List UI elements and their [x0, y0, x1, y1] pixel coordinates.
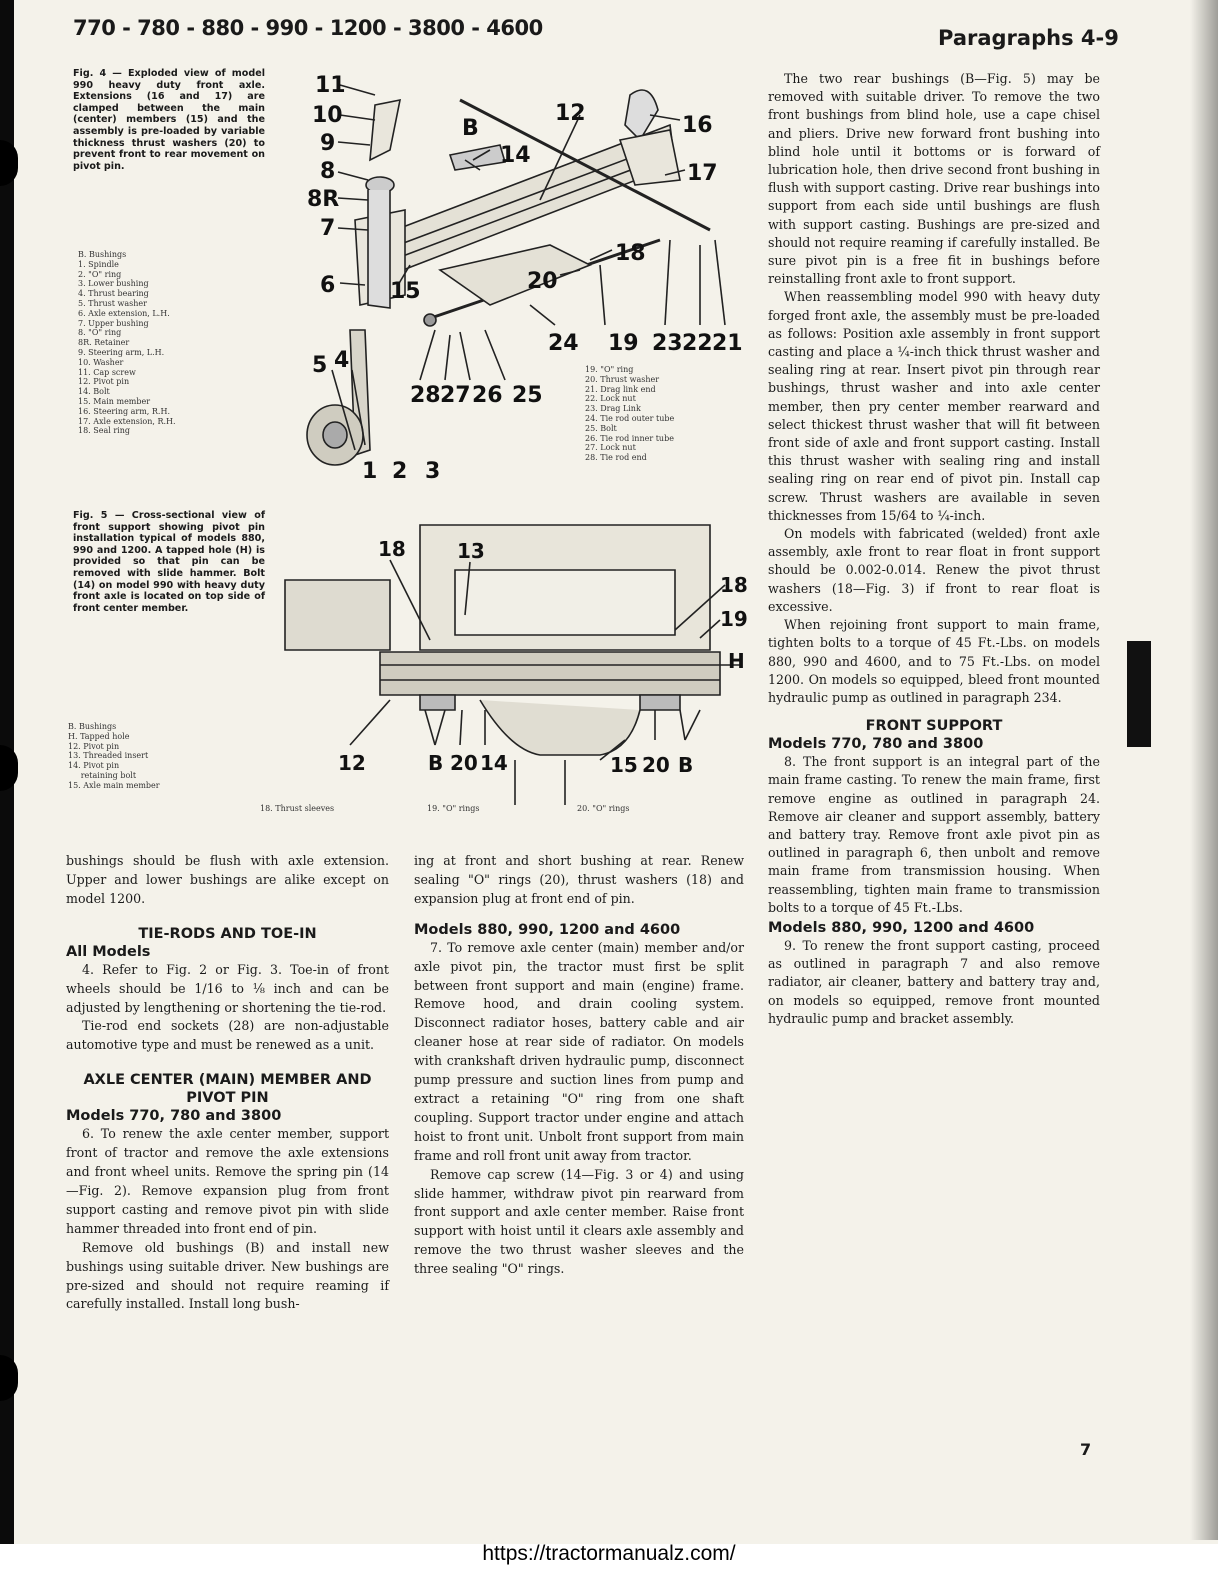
fig4-label-1: 1	[362, 459, 378, 484]
fig4-label-2: 2	[392, 459, 408, 484]
text-column-1	[66, 852, 389, 1314]
fig4-label-14: 14	[500, 143, 531, 168]
heading-tie-rods: TIE-RODS AND TOE-IN	[138, 925, 317, 942]
page-number: 7	[1080, 1440, 1092, 1459]
fig5-cross-section-diagram	[280, 520, 760, 805]
axle-main-member	[455, 570, 675, 635]
front-support-left	[285, 580, 390, 650]
fig4-label-12: 12	[555, 101, 586, 126]
fig5-label-12: 12	[338, 751, 366, 775]
fig4-label-24: 24	[548, 331, 579, 356]
text-column-3	[768, 70, 1100, 1028]
fig5-label-b-right: B	[678, 753, 694, 777]
col2-para-1: ing at front and short bushing at rear. Renew sealing "O" rings (20), thrust washers (18) and expansion plug at front end of pin.	[414, 853, 744, 906]
heading-models-770-780-3800: Models 770, 780 and 3800	[66, 1108, 282, 1125]
fig5-label-18-right: 18	[720, 573, 748, 597]
col3-para-1: The two rear bushings (B—Fig. 5) may be removed with suitable driver. To remove the two front bushings from blind hole, use a cape chisel and pliers. Drive new forward front bushing into blind hole until it bottoms or is forward of lubrication hole, then drive second front bushing in flush with support casting. Drive rear bushings into support from each side until bushings are flush with support casting. Bushings are pre-sized and should not require reaming if carefully installed. Be sure pivot pin is a free fit in bushings before reinstalling front axle to front support.	[768, 71, 1100, 287]
fig5-label-20-right: 20	[642, 753, 670, 777]
fig4-caption: Fig. 4 — Exploded view of model 990 heavy duty front axle. Extensions (16 and 17) are clamped between the main (center) members (15) and the assembly is pre-loaded by variable thickness thrust washers (20) to prevent front to rear movement on pivot pin.	[73, 68, 265, 172]
text-column-2	[414, 852, 744, 1279]
heading-front-models-770-780-3800: Models 770, 780 and 3800	[768, 736, 984, 753]
fig4-label-18: 18	[615, 241, 646, 266]
fig5-legend-b: 18. Thrust sleeves	[260, 804, 335, 813]
fig4-label-3: 3	[425, 459, 441, 484]
col3-para-4: When rejoining front support to main frame, tighten bolts to a torque of 45 Ft.-Lbs. on models 880, 990 and 4600, and to 75 Ft.-Lbs. on model 1200. On models so equipped, bleed front mounted hydraulic pump as outlined in paragraph 234.	[768, 617, 1100, 705]
col3-para-5: 8. The front support is an integral part of the main frame casting. To renew the main frame, first remove engine as outlined in paragraph 24. Remove air cleaner and support assembly, battery and battery tray. Remove front axle pivot pin as outlined in paragraph 6, then unbolt and remove main frame from transmission housing. When reassembling, tighten main frame to transmission bolts to a torque of 45 Ft.-Lbs.	[768, 754, 1100, 915]
fig4-label-9: 9	[320, 131, 336, 156]
fig4-label-28: 28	[410, 383, 441, 408]
source-url-link[interactable]: https://tractormanualz.com/	[482, 1542, 736, 1565]
binder-hole-top	[0, 140, 18, 186]
fig4-label-4: 4	[334, 348, 350, 373]
col2-para-2: 7. To remove axle center (main) member and/or axle pivot pin, the tractor must first be split between front support and main (engine) frame. Remove hood, and drain cooling system. Disconnect radiator hoses, battery cable and air cleaner hose at rear side of radiator. On models with crankshaft driven hydraulic pump, disconnect pump pressure and suction lines from pump and extract a retaining "O" ring from one shaft coupling. Support tractor under engine and attach hoist to front unit. Unbolt front support from main frame and roll front unit away from tractor.	[414, 939, 744, 1163]
fig5-caption: Fig. 5 — Cross-sectional view of front support showing pivot pin installation typical of models 880, 990 and 1200. A tapped hole (H) is provided so that pin can be removed with slide hammer. Bolt (14) on model 990 with heavy duty front axle is located on top side of front center member.	[73, 510, 265, 614]
header-paragraphs: Paragraphs 4-9	[938, 26, 1119, 50]
fig4-label-19: 19	[608, 331, 639, 356]
fig5-label-20-left: 20	[450, 751, 478, 775]
fig4-label-26: 26	[472, 383, 503, 408]
tie-rod-end	[424, 314, 436, 326]
fig4-label-25: 25	[512, 383, 543, 408]
fig5-label-14: 14	[480, 751, 508, 775]
heading-front-models-880-990-1200-4600: Models 880, 990, 1200 and 4600	[768, 919, 1035, 936]
upper-bushing-tube	[368, 190, 390, 308]
fig5-label-13: 13	[457, 539, 485, 563]
fig4-label-16: 16	[682, 113, 713, 138]
fig5-label-18-top: 18	[378, 537, 406, 561]
fig4-label-10: 10	[312, 103, 343, 128]
fig5-legend-a: B. Bushings H. Tapped hole 12. Pivot pin 13. Threaded insert 14. Pivot pin retaining bolt 15. Axle main member	[68, 722, 160, 790]
col1-para-4: 6. To renew the axle center member, support front of tractor and remove the axle extensions and front wheel units. Remove the spring pin (14—Fig. 2). Remove expansion plug from front support casting and remove pivot pin with slide hammer threaded into front end of pin.	[66, 1126, 389, 1236]
bushing-front	[420, 695, 455, 710]
fig5-legend-d: 20. "O" rings	[577, 804, 630, 813]
fig5-label-h: H	[728, 649, 745, 673]
col2-para-3: Remove cap screw (14—Fig. 3 or 4) and using slide hammer, withdraw pivot pin rearward from front support and axle center member. Raise front support with hoist until it clears axle assembly and remove the two thrust washer sleeves and the three sealing "O" rings.	[414, 1166, 744, 1277]
fig4-label-23: 23	[652, 331, 683, 356]
fig4-label-15: 15	[390, 279, 421, 304]
fig4-label-8r: 8R	[307, 187, 340, 212]
fig4-label-11: 11	[315, 73, 346, 98]
col3-para-6: 9. To renew the front support casting, proceed as outlined in paragraph 7 and also remove radiator, air cleaner, battery and battery tray and, on models so equipped, remove front mounted hydraulic pump and bracket assembly.	[768, 937, 1100, 1026]
fig4-label-6: 6	[320, 273, 336, 298]
fig4-label-8: 8	[320, 159, 336, 184]
fig4-label-21: 21	[712, 331, 743, 356]
col1-para-1: bushings should be flush with axle extension. Upper and lower bushings are alike except on model 1200.	[66, 853, 389, 906]
steering-arm-lh	[370, 100, 400, 160]
fig5-legend-c: 19. "O" rings	[427, 804, 480, 813]
bushing-rear	[640, 695, 680, 710]
fig5-label-19: 19	[720, 607, 748, 631]
fig4-label-27: 27	[440, 383, 471, 408]
col1-para-2: 4. Refer to Fig. 2 or Fig. 3. Toe-in of front wheels should be 1/16 to ⅛ inch and can be adjusted by lengthening or shortening the tie-rod.	[66, 961, 389, 1015]
fig4-label-7: 7	[320, 216, 336, 241]
lower-bracket	[440, 245, 590, 305]
fig4-label-b: B	[462, 116, 479, 141]
fig4-label-22: 22	[682, 331, 713, 356]
fig5-label-15: 15	[610, 753, 638, 777]
col1-para-5: Remove old bushings (B) and install new bushings using suitable driver. New bushings are pre-sized and should not require reaming if carefully installed. Install long bush-	[66, 1239, 389, 1312]
heading-all-models: All Models	[66, 943, 151, 960]
binder-hole-bottom	[0, 1355, 18, 1401]
header-models: 770 - 780 - 880 - 990 - 1200 - 3800 - 4600	[73, 16, 543, 40]
page-edge-shadow	[1190, 0, 1218, 1540]
page-binding-edge	[0, 0, 14, 1582]
fig4-label-5: 5	[312, 353, 328, 378]
fig4-label-17: 17	[687, 161, 718, 186]
heading-front-support: FRONT SUPPORT	[865, 718, 1003, 735]
col3-para-2: When reassembling model 990 with heavy duty forged front axle, the assembly must be pre-loaded as follows: Position axle assembly in front support casting and place a ¼-inch thick thrust washer and sealing ring at rear. Insert pivot pin through rear bushings, thrust washer and into axle center member, then pry center member rearward and select thickest thrust washer that will fit between front side of axle and front support casting. Install this thrust washer with sealing ring and install sealing ring on rear end of pivot pin. Install cap screw. Thrust washers are available in seven thicknesses from 15/64 to ¼-inch.	[768, 289, 1100, 523]
binder-hole-middle	[0, 745, 18, 791]
col1-para-3: Tie-rod end sockets (28) are non-adjustable automotive type and must be renewed as a unit.	[66, 1018, 389, 1053]
heading-axle-center: AXLE CENTER (MAIN) MEMBER AND PIVOT PIN	[83, 1072, 372, 1107]
fig5-label-b-left: B	[428, 751, 444, 775]
heading-models-880-990-1200-4600: Models 880, 990, 1200 and 4600	[414, 921, 681, 938]
col3-para-3: On models with fabricated (welded) front axle assembly, axle front to rear float in front support should be 0.002-0.014. Renew the pivot thrust washers (18—Fig. 3) if front to rear float is excessive.	[768, 526, 1100, 614]
fig4-legend-right: 19. "O" ring 20. Thrust washer 21. Drag link end 22. Lock nut 23. Drag Link 24. Tie rod outer tube 25. Bolt 26. Tie rod inner tube 27. Lock nut 28. Tie rod end	[585, 365, 675, 463]
fig4-label-20: 20	[527, 269, 558, 294]
section-thumb-tab	[1127, 641, 1151, 747]
pivot-pin	[380, 652, 720, 695]
fig4-legend-left: B. Bushings 1. Spindle 2. "O" ring 3. Lower bushing 4. Thrust bearing 5. Thrust washer 6. Axle extension, L.H. 7. Upper bushing 8. "O" ring 8R. Retainer 9. Steering arm, L.H. 10. Washer 11. Cap screw 12. Pivot pin 14. Bolt 15. Main member 16. Steering arm, R.H. 17. Axle extension, R.H. 18. Seal ring	[78, 250, 176, 436]
fig4-exploded-axle-diagram	[290, 70, 760, 490]
